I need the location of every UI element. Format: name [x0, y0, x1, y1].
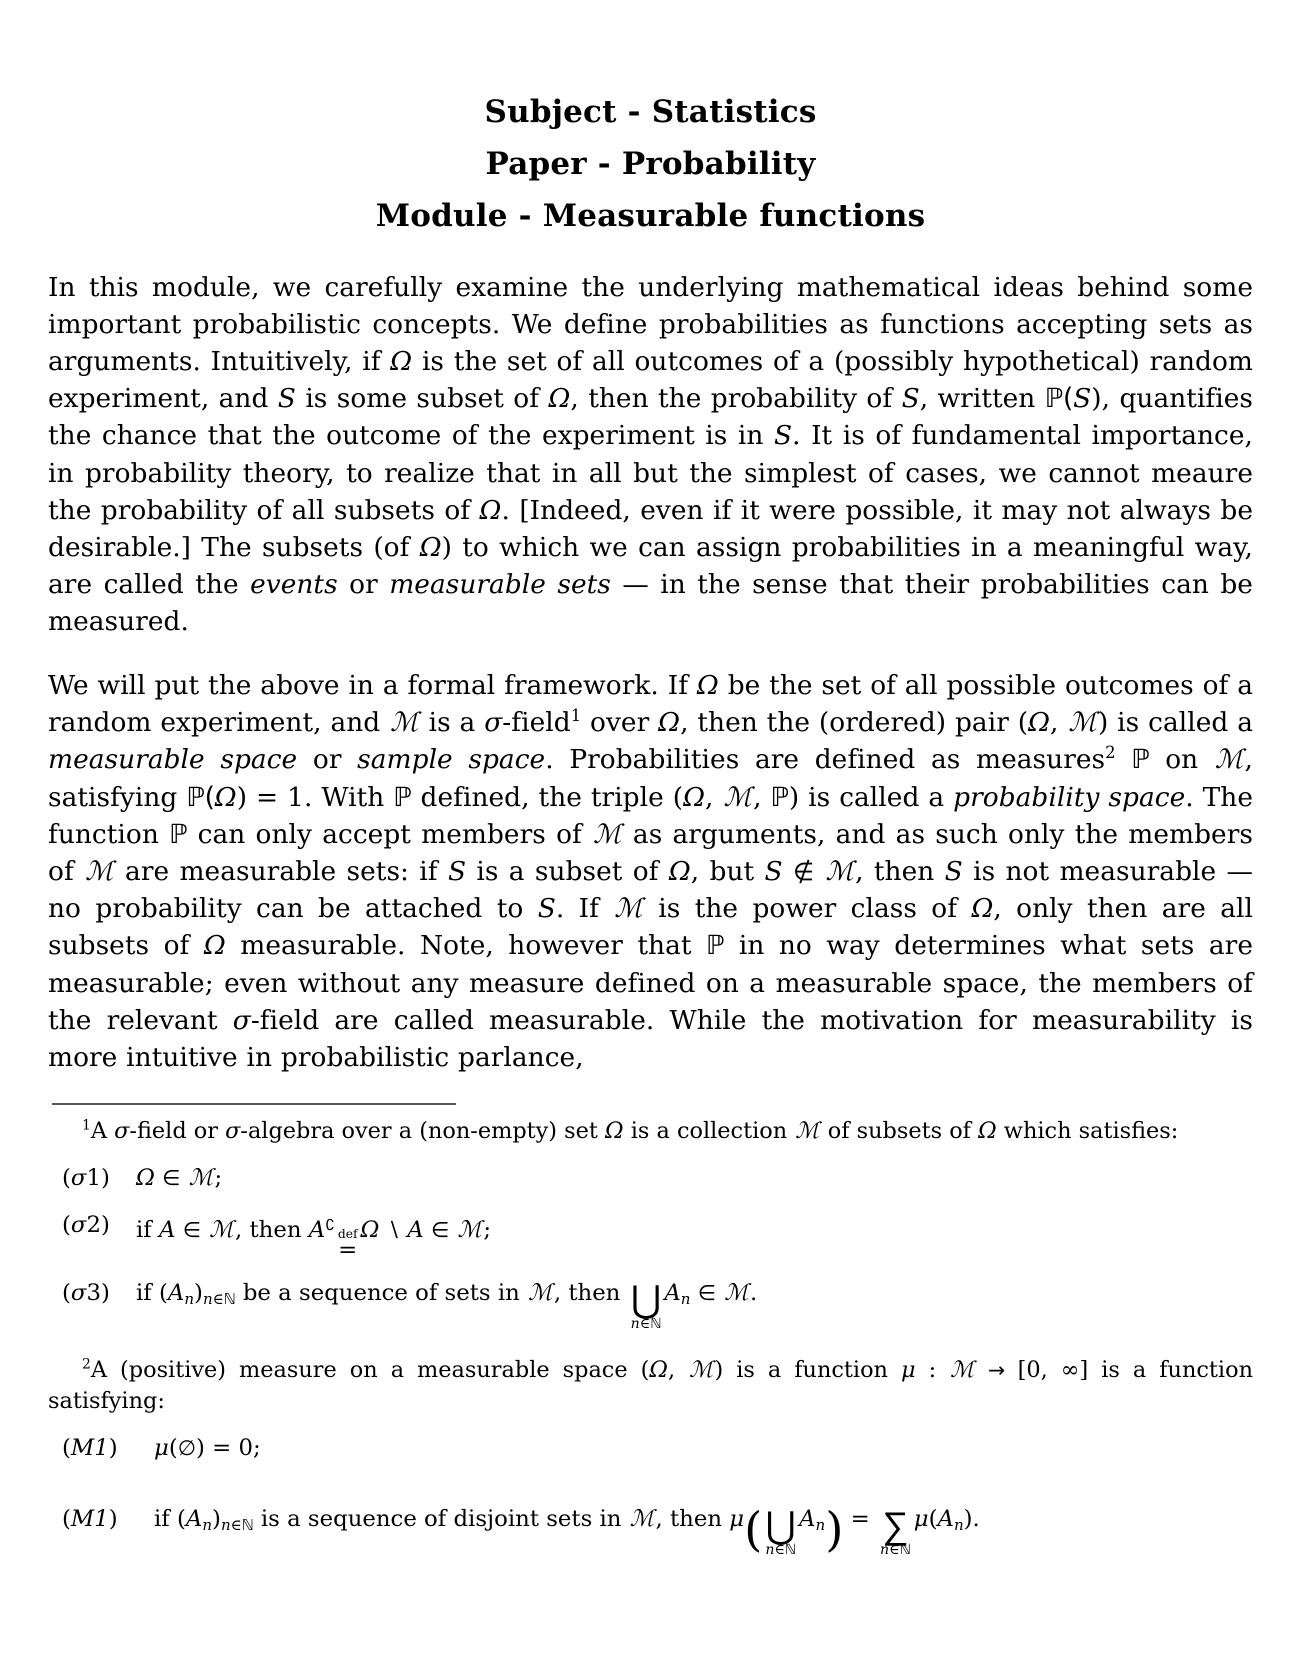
- math-script-a: ℳ: [593, 818, 622, 850]
- union-glyph: ⋃: [630, 1277, 662, 1321]
- text-run: ): [100, 1280, 110, 1307]
- math-sigma: σ: [114, 1117, 130, 1144]
- text-run: 3: [86, 1280, 101, 1307]
- axiom-tag: [62, 1278, 136, 1309]
- math-sigma: σ: [70, 1211, 87, 1238]
- text-run: n∈: [202, 1290, 224, 1309]
- sigma-axiom-2: [62, 1210, 1253, 1262]
- text-run: is a subset of: [466, 856, 669, 888]
- text-run: ,: [705, 781, 723, 813]
- text-run: are measurable sets: if: [114, 856, 448, 888]
- text-run: n∈: [880, 1542, 900, 1559]
- math-natural-numbers: ℕ: [899, 1542, 911, 1559]
- math-omega: Ω: [978, 1117, 997, 1144]
- heading-paper: Paper - Probability: [485, 146, 816, 183]
- math-set-a: A: [167, 1280, 185, 1307]
- sum-glyph: ∑: [882, 1504, 909, 1548]
- math-big-sum: [880, 1504, 911, 1559]
- text-run: ) is called a: [1097, 707, 1253, 739]
- math-script-a: ℳ: [629, 1506, 655, 1533]
- text-run: or: [297, 744, 358, 776]
- text-run: or: [337, 569, 390, 601]
- text-run: ) = 1. With: [236, 781, 394, 813]
- text-run: on: [1149, 744, 1214, 776]
- emphasis-sample-space: sample space: [357, 744, 546, 776]
- math-s: S: [447, 856, 467, 888]
- math-script-a: ℳ: [390, 707, 419, 739]
- def-label: def: [337, 1227, 358, 1242]
- text-run: is the set of all outcomes of a (possibly hypothetical) random experiment, and: [48, 346, 1253, 415]
- math-script-a: ℳ: [209, 1216, 235, 1243]
- text-run: (: [62, 1164, 71, 1191]
- text-run: ) is called a: [788, 781, 954, 813]
- math-arrow: →: [975, 1358, 1018, 1383]
- axiom-content: [136, 1163, 1253, 1194]
- document-headings: [48, 0, 1253, 242]
- paragraph-formal-framework: [48, 667, 1253, 1076]
- text-run: which satisfies:: [996, 1117, 1179, 1144]
- math-omega: Ω: [203, 930, 226, 962]
- math-element-of: ∈: [431, 1217, 450, 1242]
- text-run: is the power class of: [643, 893, 972, 925]
- text-run: (: [928, 1506, 938, 1533]
- text-run: ,: [1050, 707, 1068, 739]
- math-sigma: σ: [232, 1004, 251, 1036]
- heading-module: Module - Measurable functions: [375, 198, 926, 235]
- text-run: A: [90, 1117, 115, 1144]
- math-script-a: ℳ: [825, 856, 855, 888]
- math-sigma: σ: [225, 1117, 241, 1144]
- text-run: is some subset of: [295, 383, 549, 415]
- math-natural-numbers: ℕ: [223, 1290, 236, 1309]
- axiom-letter: M: [70, 1435, 95, 1462]
- math-script-a: ℳ: [457, 1216, 483, 1243]
- union-glyph: ⋃: [765, 1504, 796, 1548]
- math-set-a: A: [799, 1506, 816, 1533]
- emphasis-events: events: [250, 569, 338, 601]
- math-omega: Ω: [214, 781, 237, 813]
- math-s: S: [764, 856, 783, 888]
- math-s: S: [901, 383, 920, 415]
- math-set-a: A: [158, 1216, 176, 1243]
- axiom-content: [154, 1504, 1253, 1557]
- text-run: ): [100, 1211, 110, 1238]
- math-omega: Ω: [668, 856, 691, 888]
- math-sigma: σ: [484, 707, 503, 739]
- text-run: ): [212, 1506, 221, 1533]
- math-subscript-index: [203, 1290, 236, 1308]
- text-run: -field are called measurable. While the motivation for measurability is more intuitive in probabilistic parlance,: [48, 1004, 1253, 1074]
- math-omega: Ω: [479, 494, 502, 526]
- math-subscript-n: n: [680, 1290, 691, 1309]
- text-run: =: [843, 1506, 878, 1533]
- text-run: is a collection: [623, 1117, 795, 1144]
- emphasis-measurable-sets: measurable sets: [389, 569, 611, 601]
- text-run: is a: [419, 707, 485, 739]
- math-probability-symbol: ℙ: [1131, 744, 1150, 776]
- text-run: We will put the above in a formal framework. If: [48, 670, 697, 702]
- footnote-number-1: 1: [82, 1117, 91, 1134]
- math-complement: ∁: [325, 1215, 335, 1234]
- math-right-paren: ): [825, 1503, 844, 1558]
- text-run: is not measurable — no probability can be attached to: [48, 856, 1253, 925]
- text-run: be the set of all possible outcomes of a random experiment, and: [48, 670, 1253, 739]
- math-set-a: A: [308, 1216, 326, 1243]
- math-s: S: [773, 420, 793, 452]
- text-run: n∈: [220, 1516, 242, 1535]
- text-run: , then: [235, 1216, 309, 1243]
- math-omega: Ω: [683, 781, 706, 813]
- math-element-of: ∈: [162, 1165, 181, 1190]
- text-run: ): [194, 1280, 203, 1307]
- math-natural-numbers: ℕ: [784, 1542, 797, 1559]
- axiom-tag: [62, 1433, 154, 1464]
- math-script-a: ℳ: [724, 1280, 750, 1307]
- text-run: — in the sense that their probabilities can be measured.: [48, 569, 1253, 638]
- text-run: ): [1091, 383, 1102, 415]
- text-run: if: [136, 1216, 159, 1243]
- sigma-axiom-1: [62, 1163, 1253, 1194]
- math-omega: Ω: [696, 670, 719, 702]
- math-mu: μ: [154, 1435, 169, 1462]
- text-run: ): [100, 1164, 110, 1191]
- math-sigma: σ: [70, 1280, 87, 1307]
- math-s: S: [277, 383, 296, 415]
- text-run: . It is of fundamental importance, in probability theory, to realize that in all but the simplest of cases, we cannot meaure the probability of all subsets of: [48, 420, 1253, 526]
- math-script-a: ℳ: [85, 856, 114, 888]
- text-run: (: [62, 1211, 71, 1238]
- text-run: as arguments, and as such only the members of: [48, 818, 1253, 888]
- text-run: .: [750, 1280, 758, 1307]
- math-script-a: ℳ: [1214, 744, 1244, 776]
- math-mu: μ: [729, 1506, 745, 1533]
- math-omega: Ω: [1028, 707, 1051, 739]
- math-probability-symbol: ℙ(: [1044, 383, 1074, 415]
- axiom-number: 1: [94, 1435, 109, 1462]
- math-probability-symbol: ℙ: [770, 781, 789, 813]
- math-script-a: ℳ: [614, 893, 643, 925]
- text-run: ): [108, 1435, 118, 1462]
- math-script-a: ℳ: [950, 1357, 975, 1384]
- math-omega: Ω: [658, 707, 681, 739]
- sigma-axiom-3: [62, 1278, 1253, 1331]
- math-s: S: [537, 893, 556, 925]
- text-run: In this module, we carefully examine the underlying mathematical ideas behind some important probabilistic concepts. We define probabilities as functions accepting sets as arguments. Intuitively, if: [48, 271, 1253, 378]
- math-subscript-n: n: [815, 1516, 826, 1535]
- text-run: n∈: [630, 1316, 651, 1333]
- equals-sign: =: [338, 1237, 358, 1264]
- text-run: be a sequence of sets in: [235, 1280, 528, 1307]
- text-run: if (: [154, 1506, 186, 1533]
- math-empty-set: ∅: [177, 1436, 197, 1461]
- math-set-a: A: [185, 1506, 203, 1533]
- math-probability-symbol: ℙ: [706, 930, 725, 962]
- text-run: A (positive) measure on a measurable space (: [90, 1357, 650, 1384]
- text-run: , only then are all subsets of: [48, 893, 1253, 962]
- text-run: ,: [667, 1357, 689, 1384]
- text-run: , then the probability of: [570, 383, 902, 415]
- math-s: S: [1073, 383, 1092, 415]
- document-body: [48, 269, 1253, 1077]
- text-run: , then: [855, 856, 945, 888]
- math-element-of: ∈: [697, 1281, 716, 1306]
- text-run: is a sequence of disjoint sets in: [253, 1506, 629, 1533]
- math-omega: Ω: [548, 383, 571, 415]
- footnote-2: [48, 1355, 1253, 1417]
- text-run: ).: [963, 1506, 980, 1533]
- math-script-a: ℳ: [1068, 707, 1097, 739]
- footnote-1: [48, 1116, 1253, 1147]
- math-script-a: ℳ: [188, 1164, 214, 1191]
- emphasis-measurable-space: measurable space: [48, 744, 298, 776]
- math-s: S: [944, 856, 963, 888]
- math-subscript-n: n: [184, 1290, 195, 1309]
- text-run: :: [915, 1357, 950, 1384]
- axiom-tag: [62, 1210, 136, 1241]
- math-omega: Ω: [390, 346, 413, 378]
- text-run: , satisfying: [48, 744, 1253, 813]
- math-element-of: ∈: [182, 1217, 201, 1242]
- axiom-content: [154, 1433, 1253, 1464]
- text-run: ;: [214, 1164, 223, 1191]
- footnote-marker-1: 1: [570, 706, 582, 726]
- text-run: is a function satisfying:: [48, 1357, 1253, 1415]
- text-run: . Probabilities are defined as measures: [545, 744, 1106, 776]
- text-run: over: [581, 707, 659, 739]
- text-run: -algebra over a (non-empty) set: [240, 1117, 606, 1144]
- footnote-marker-2: 2: [1105, 743, 1116, 763]
- text-run: -field or: [129, 1117, 226, 1144]
- axiom-letter: M: [70, 1506, 95, 1533]
- math-subscript-n: n: [953, 1516, 964, 1535]
- math-subscript-n: n: [202, 1516, 213, 1535]
- math-probability-symbol: ℙ: [169, 818, 188, 850]
- math-interval: [0, ∞]: [1017, 1357, 1089, 1384]
- math-script-a: ℳ: [689, 1357, 714, 1384]
- text-run: in no way determines what sets are measurable; even without any measure defined on a measurable space, the members of the relevant: [48, 930, 1253, 1036]
- text-run: ) is a function: [714, 1357, 901, 1384]
- text-run: (: [62, 1435, 71, 1462]
- footnote-number-2: 2: [82, 1356, 91, 1373]
- math-probability-symbol: ℙ: [393, 781, 412, 813]
- math-set-a: A: [937, 1506, 954, 1533]
- math-set-a: A: [407, 1216, 424, 1243]
- math-omega: Ω: [136, 1164, 155, 1191]
- text-run: = 0;: [204, 1435, 261, 1462]
- text-run: ;: [483, 1216, 492, 1243]
- text-run: , then: [655, 1506, 730, 1533]
- measure-axiom-2: [62, 1504, 1253, 1557]
- axiom-tag: [62, 1504, 154, 1535]
- math-omega: Ω: [360, 1216, 380, 1243]
- text-run: [1116, 744, 1132, 775]
- math-omega: Ω: [649, 1357, 668, 1384]
- math-natural-numbers: ℕ: [650, 1316, 662, 1333]
- text-run: n∈: [765, 1542, 785, 1559]
- paragraph-intro: [48, 269, 1253, 641]
- text-run: (: [62, 1280, 71, 1307]
- text-run: ) to which we can assign probabilities in a meaningful way, are called the: [48, 532, 1253, 601]
- text-run: , quantifies the chance that the outcome of the experiment is in: [48, 383, 1253, 452]
- math-natural-numbers: ℕ: [241, 1516, 254, 1535]
- footnote-separator-rule: [52, 1103, 456, 1105]
- math-set-minus: ∖: [386, 1217, 401, 1242]
- axiom-number: 1: [94, 1506, 109, 1533]
- text-run: of subsets of: [820, 1117, 979, 1144]
- math-big-union: [765, 1504, 797, 1559]
- math-not-element-of: ∉: [792, 857, 815, 887]
- math-sigma: σ: [70, 1164, 87, 1191]
- axiom-content: [136, 1278, 1253, 1331]
- math-big-union: [630, 1277, 662, 1333]
- text-run: ): [108, 1506, 118, 1533]
- math-mu: μ: [913, 1506, 929, 1533]
- text-run: (: [168, 1435, 178, 1462]
- axiom-content: [136, 1210, 1253, 1262]
- union-limit: [765, 1543, 796, 1557]
- math-mu: μ: [901, 1357, 916, 1384]
- text-run: , then: [553, 1280, 628, 1307]
- math-script-a: ℳ: [528, 1280, 553, 1307]
- math-omega: Ω: [971, 893, 994, 925]
- text-run: . If: [555, 893, 614, 925]
- axiom-tag: [62, 1163, 136, 1194]
- text-run: , then the (ordered) pair (: [680, 707, 1029, 739]
- text-run: can only accept members of: [187, 818, 593, 850]
- text-run: 2: [86, 1211, 101, 1238]
- text-run: defined, the triple (: [411, 781, 684, 813]
- text-run: 1: [86, 1164, 101, 1191]
- text-run: . The function: [48, 781, 1254, 850]
- math-left-paren: (: [744, 1503, 763, 1558]
- text-run: (: [62, 1506, 71, 1533]
- math-probability-symbol: ℙ(: [186, 781, 215, 813]
- math-subscript-index: [221, 1517, 254, 1535]
- math-omega: Ω: [419, 532, 442, 564]
- text-run: , written: [919, 383, 1045, 415]
- union-limit: [631, 1317, 662, 1331]
- text-run: measurable. Note, however that: [225, 930, 707, 962]
- math-def-equals: [338, 1228, 358, 1262]
- sum-limit: [880, 1543, 911, 1557]
- text-run: -field: [502, 707, 571, 739]
- text-run: , but: [690, 856, 765, 888]
- measure-axiom-1: [62, 1433, 1253, 1464]
- text-run: ): [196, 1435, 205, 1462]
- math-script-a: ℳ: [723, 781, 753, 813]
- heading-subject: Subject - Statistics: [484, 94, 817, 130]
- math-set-a: A: [664, 1280, 681, 1307]
- text-run: ,: [753, 781, 771, 813]
- text-run: if (: [136, 1280, 168, 1307]
- math-omega: Ω: [605, 1117, 624, 1144]
- text-run: . [Indeed, even if it were possible, it may not always be desirable.] The subsets (of: [48, 494, 1253, 564]
- math-script-a: ℳ: [795, 1117, 820, 1144]
- emphasis-probability-space: probability space: [953, 781, 1186, 813]
